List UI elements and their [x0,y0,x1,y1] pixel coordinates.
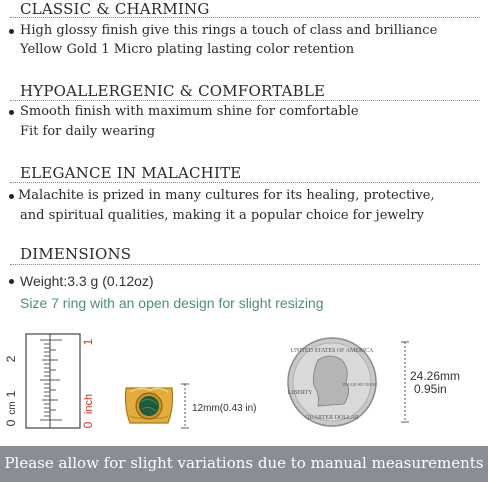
inch-tick-label: 1 [81,338,95,346]
feature-line: High glossy finish give this rings a touch of class and brilliance [20,23,438,38]
inch-unit-label: inch [83,393,95,415]
inch-tick-label: 0 [81,421,95,429]
cm-tick-label: 0 [4,419,18,427]
coin-measure-mm: 24.26mm [410,369,461,383]
coin-motto-text: IN GOD WE TRUST [342,382,378,387]
bullet-icon [9,110,14,115]
coin-measure-in: 0.95in [414,382,447,396]
ring-measure-text: 12mm(0.43 in) [192,403,257,414]
coin-liberty-text: LIBERTY [287,390,313,396]
feature-line: Fit for daily wearing [20,124,156,139]
section-heading-classic: CLASSIC & CHARMING [20,0,210,18]
section-heading-dimensions: DIMENSIONS [20,245,132,263]
section-divider [10,100,480,101]
bullet-icon [9,194,14,199]
weight-text: Weight:3.3 g (0.12oz) [20,273,154,289]
section-heading-malachite: ELEGANCE IN MALACHITE [20,164,242,182]
cm-tick-label: 2 [4,355,18,363]
coin-top-text: UNITED STATES OF AMERICA [290,348,374,354]
section-heading-hypoallergenic: HYPOALLERGENIC & COMFORTABLE [20,82,326,100]
feature-line: and spiritual qualities, making it a popular choice for jewelry [20,208,424,223]
cm-unit-label: cm [7,401,18,415]
bullet-icon [9,279,14,284]
feature-line: Yellow Gold 1 Micro plating lasting color retention [20,42,355,57]
section-divider [10,182,480,183]
section-divider [10,17,480,18]
coin-dimension-marker [401,342,409,422]
feature-line: Smooth finish with maximum shine for comfortable [20,104,359,119]
bullet-icon [9,29,14,34]
feature-line: Malachite is prized in many cultures for its healing, protective, [18,188,435,203]
ring-dimension-marker [181,384,189,428]
coin-bottom-text: QUARTER DOLLAR [305,415,359,421]
section-divider [10,264,480,265]
cm-tick-label: 1 [4,390,18,398]
measurement-graphic [0,322,488,444]
ring-image [126,388,173,423]
footer-text: Please allow for slight variations due to manual measurements [4,454,484,472]
size-note-text: Size 7 ring with an open design for slight resizing [20,295,324,311]
ruler [26,334,80,428]
quarter-coin-image [288,338,378,426]
